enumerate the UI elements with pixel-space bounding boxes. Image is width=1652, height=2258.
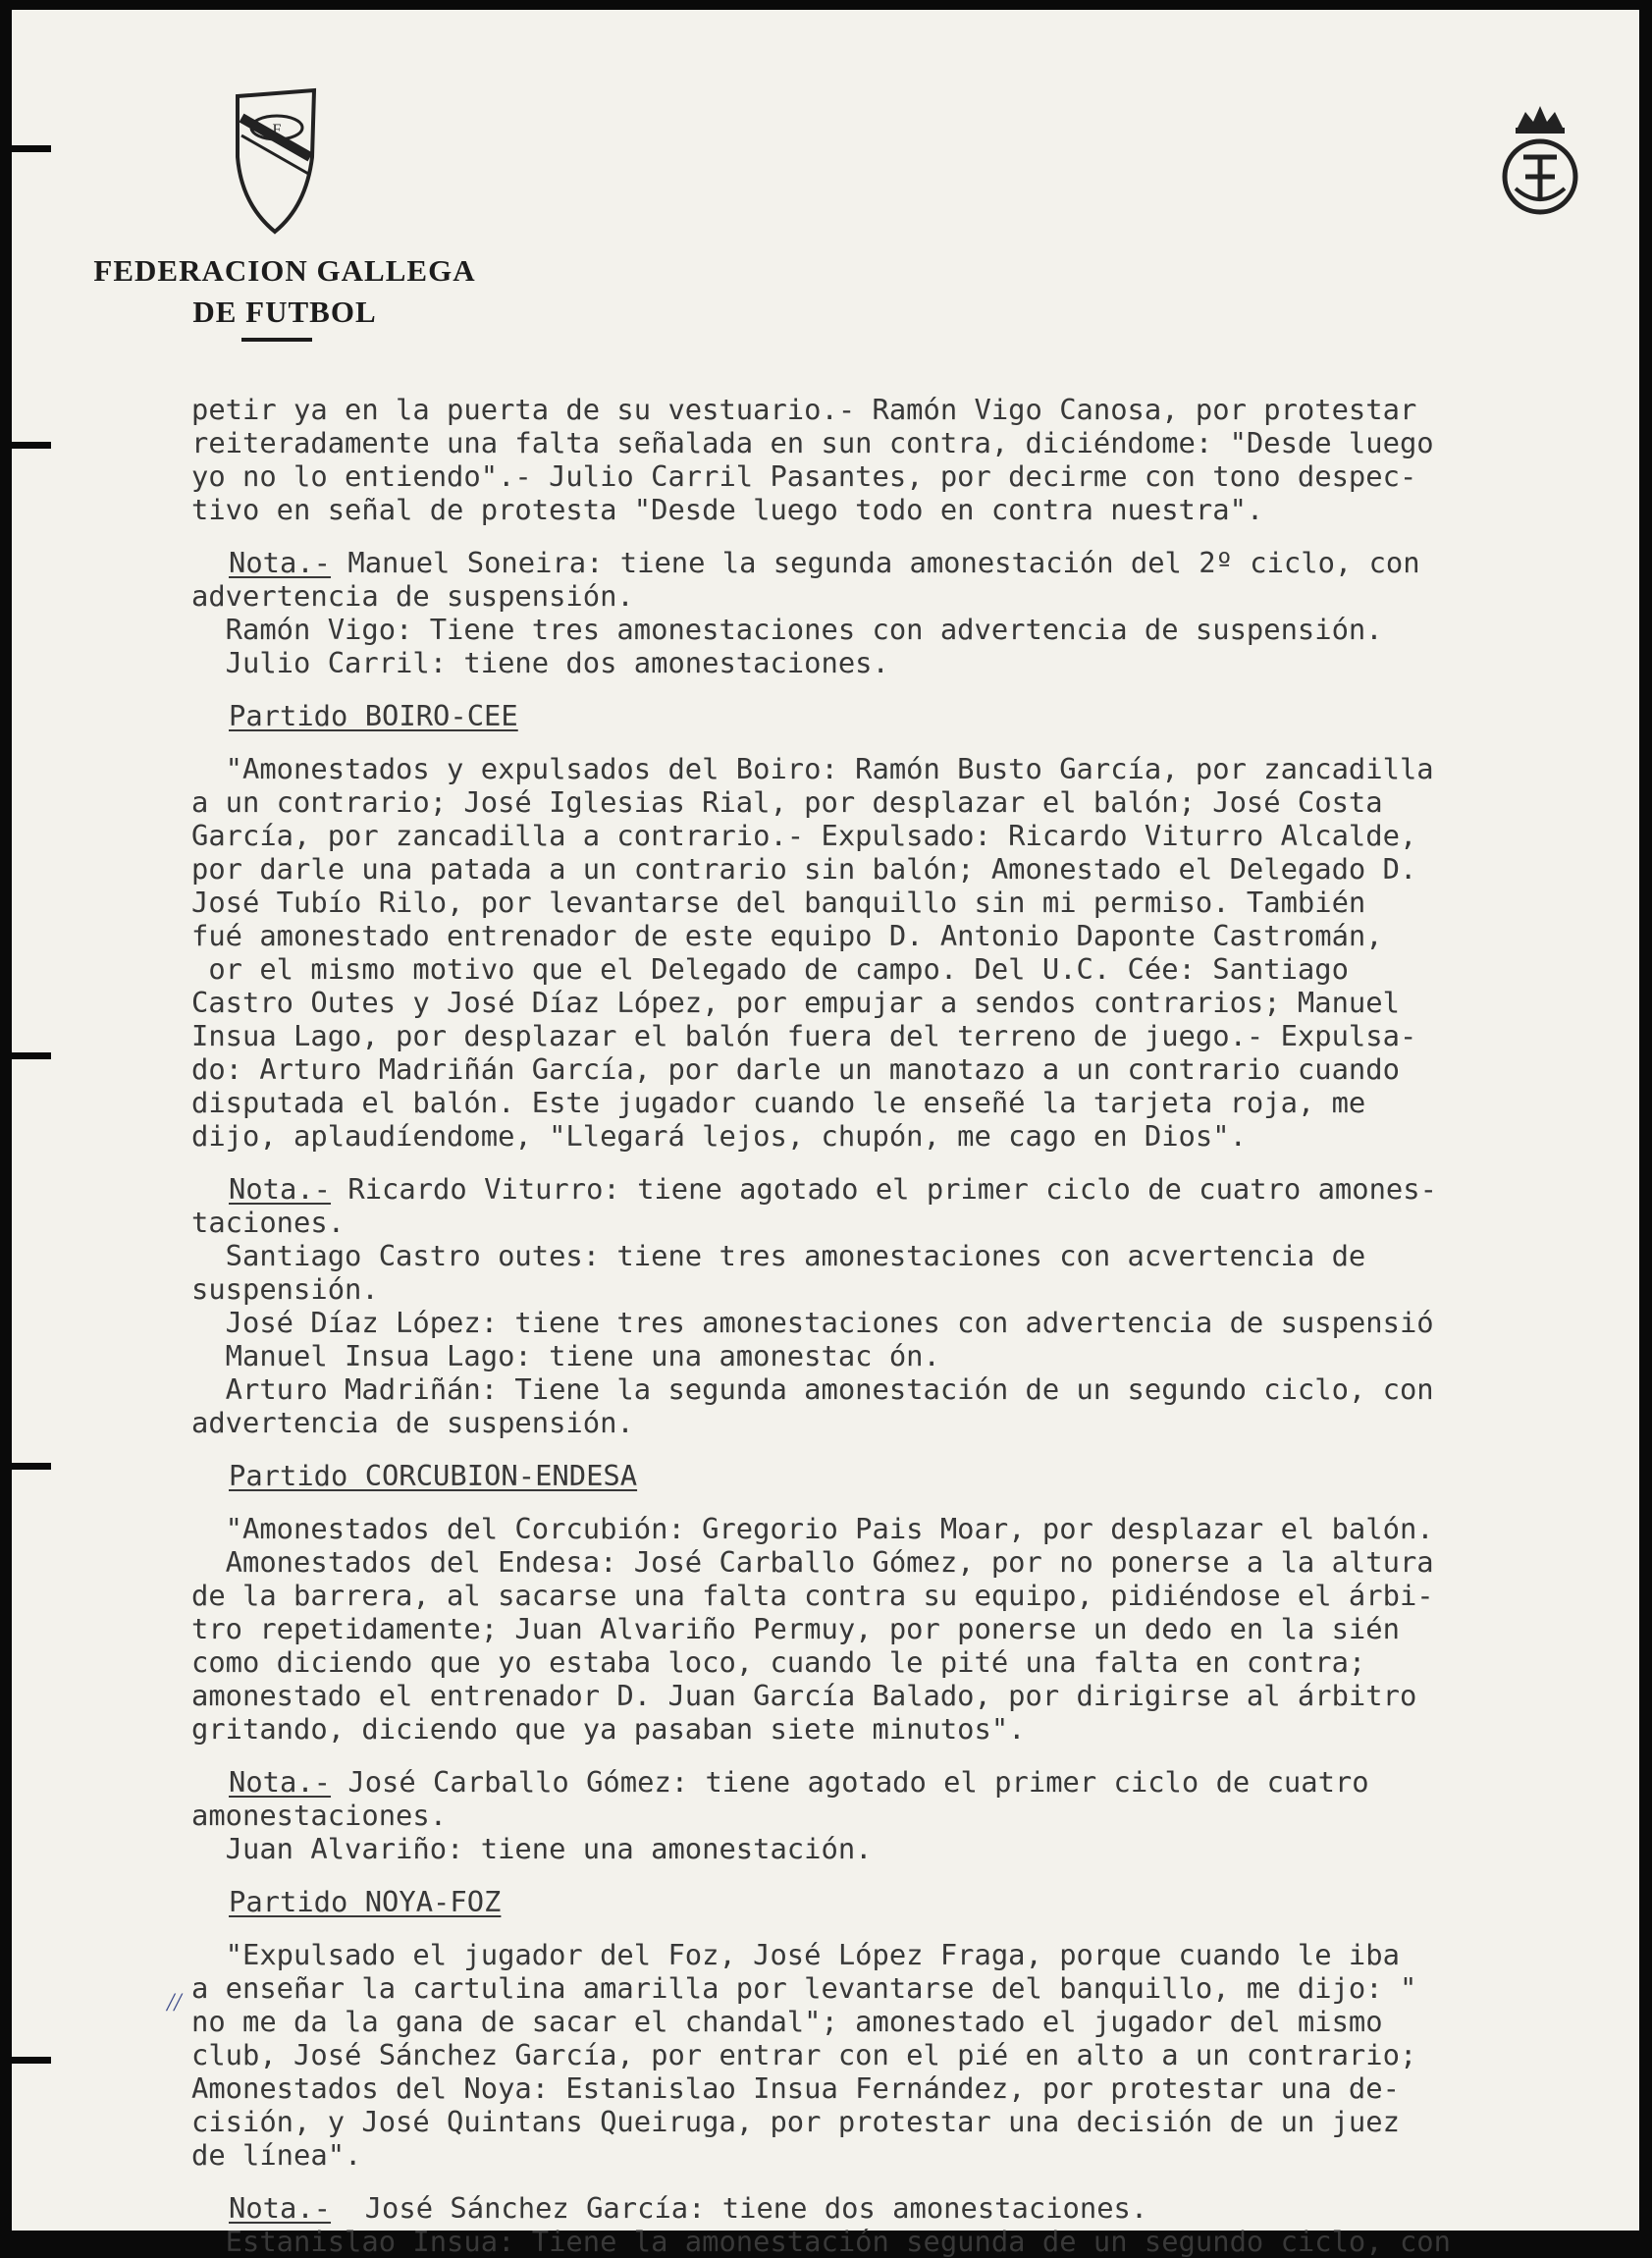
text-line: [191, 919, 1644, 952]
note-block: [191, 1765, 1644, 1865]
text-line-content: Ricardo Viturro: tiene agotado el primer ciclo de cuatro amones-: [331, 1172, 1437, 1206]
document-body: [191, 393, 1644, 2258]
text-line: [191, 1086, 1644, 1119]
paragraph-gap: [191, 2172, 1644, 2191]
text-line: [191, 952, 1644, 986]
text-line-content: Estanislao Insua: Tiene la amonestación segunda de un segundo ciclo, con: [191, 2225, 1451, 2258]
text-line: [191, 1206, 1644, 1239]
text-line: [191, 1938, 1644, 1971]
text-line-content: a enseñar la cartulina amarilla por levantarse del banquillo, me dijo: ": [191, 1971, 1417, 2005]
text-line-content: Arturo Madriñán: Tiene la segunda amonestación de un segundo ciclo, con: [191, 1372, 1434, 1406]
text-line-content: José Sánchez García: tiene dos amonestaciones.: [331, 2191, 1148, 2225]
text-line: [191, 886, 1644, 919]
text-line: [191, 1799, 1644, 1832]
text-line-content: José Díaz López: tiene tres amonestaciones con advertencia de suspensió: [191, 1306, 1434, 1339]
organization-name: [79, 250, 491, 333]
text-line: [191, 1512, 1644, 1545]
text-line: [191, 1612, 1644, 1645]
text-line-content: dijo, aplaudíendome, "Llegará lejos, chupón, me cago en Dios".: [191, 1119, 1247, 1153]
text-line-content: no me da la gana de sacar el chandal"; amonestado el jugador del mismo: [191, 2005, 1383, 2038]
note-label: Nota.-: [229, 546, 332, 579]
text-line: [191, 546, 1644, 579]
text-line: [191, 2105, 1644, 2138]
text-line: [191, 1019, 1644, 1052]
text-line: [191, 1052, 1644, 1086]
text-line-content: García, por zancadilla a contrario.- Expulsado: Ricardo Viturro Alcalde,: [191, 819, 1417, 852]
match-heading: [191, 1459, 1644, 1492]
text-line-content: disputada el balón. Este jugador cuando le enseñé la tarjeta roja, me: [191, 1086, 1366, 1119]
match-heading-text: Partido CORCUBION-ENDESA: [229, 1459, 638, 1492]
text-line: [191, 2138, 1644, 2172]
binding-mark: [12, 145, 51, 152]
text-line-content: advertencia de suspensión.: [191, 1406, 634, 1439]
text-line-content: tro repetidamente; Juan Alvariño Permuy, por ponerse un dedo en la sién: [191, 1612, 1400, 1645]
text-line-content: Amonestados del Endesa: José Carballo Gómez, por no ponerse a la altura: [191, 1545, 1434, 1579]
match-heading: [191, 699, 1644, 732]
text-line: [191, 785, 1644, 819]
text-line: [191, 1339, 1644, 1372]
text-line: [191, 1679, 1644, 1712]
text-line-content: por darle una patada a un contrario sin balón; Amonestado el Delegado D.: [191, 852, 1417, 886]
text-line-content: José Carballo Gómez: tiene agotado el primer ciclo de cuatro: [331, 1765, 1369, 1799]
paragraph-gap: [191, 1865, 1644, 1885]
binding-mark: [12, 1463, 51, 1470]
text-line: [191, 2225, 1644, 2258]
text-line-content: amonestado el entrenador D. Juan García Balado, por dirigirse al árbitro: [191, 1679, 1417, 1712]
paragraph-gap: [191, 1153, 1644, 1172]
text-line-content: cisión, y José Quintans Queiruga, por protestar una decisión de un juez: [191, 2105, 1400, 2138]
text-line-content: Santiago Castro outes: tiene tres amonestaciones con acvertencia de: [191, 1239, 1366, 1272]
paragraph-gap: [191, 1918, 1644, 1938]
federation-shield-logo: [228, 88, 326, 236]
text-line-content: advertencia de suspensión.: [191, 579, 634, 613]
text-line-content: Manuel Insua Lago: tiene una amonestac ón.: [191, 1339, 940, 1372]
text-line: [191, 1579, 1644, 1612]
text-line: [191, 646, 1644, 679]
binding-mark: [12, 442, 51, 449]
text-line: [191, 1272, 1644, 1306]
org-line-2: DE FUTBOL: [192, 295, 377, 329]
text-line: [191, 2038, 1644, 2071]
text-line: [191, 752, 1644, 785]
text-line: [191, 613, 1644, 646]
text-line-content: do: Arturo Madriñán García, por darle un manotazo a un contrario cuando: [191, 1052, 1400, 1086]
text-line-content: or el mismo motivo que el Delegado de campo. Del U.C. Cée: Santiago: [191, 952, 1349, 986]
text-line-content: fué amonestado entrenador de este equipo D. Antonio Daponte Castromán,: [191, 919, 1383, 952]
report-paragraph: [191, 1512, 1644, 1746]
text-line-content: Insua Lago, por desplazar el balón fuera del terreno de juego.- Expulsa-: [191, 1019, 1417, 1052]
paragraph-gap: [191, 679, 1644, 699]
text-line-content: a un contrario; José Iglesias Rial, por desplazar el balón; José Costa: [191, 785, 1383, 819]
report-paragraph: [191, 752, 1644, 1153]
note-block: [191, 546, 1644, 679]
text-line: [191, 426, 1644, 459]
org-line-1: FEDERACION GALLEGA: [93, 253, 476, 288]
text-line-content: reiteradamente una falta señalada en sun contra, diciéndome: "Desde luego: [191, 426, 1434, 459]
text-line: [191, 2071, 1644, 2105]
text-line-content: Castro Outes y José Díaz López, por empujar a sendos contrarios; Manuel: [191, 986, 1400, 1019]
note-label: Nota.-: [229, 2191, 332, 2225]
text-line-content: "Amonestados del Corcubión: Gregorio Pais Moar, por desplazar el balón.: [191, 1512, 1434, 1545]
note-label: Nota.-: [229, 1765, 332, 1799]
match-heading-text: Partido NOYA-FOZ: [229, 1885, 502, 1918]
text-line-content: de línea".: [191, 2138, 362, 2172]
text-line: [191, 819, 1644, 852]
text-line: [191, 459, 1644, 493]
text-line: [191, 1545, 1644, 1579]
text-line: [191, 393, 1644, 426]
report-paragraph: [191, 1938, 1644, 2172]
text-line-content: José Tubío Rilo, por levantarse del banquillo sin mi permiso. También: [191, 886, 1366, 919]
note-block: [191, 2191, 1644, 2258]
crowned-federation-emblem: [1496, 100, 1584, 218]
text-line: [191, 579, 1644, 613]
document-page: [12, 10, 1639, 2258]
svg-text:F: F: [272, 122, 282, 138]
text-line: [191, 1832, 1644, 1865]
text-line: [191, 1971, 1644, 2005]
binding-mark: [12, 2057, 51, 2064]
margin-annotation: //: [167, 1988, 182, 2016]
note-label: Nota.-: [229, 1172, 332, 1206]
paragraph-gap: [191, 1439, 1644, 1459]
report-paragraph: [191, 393, 1644, 526]
text-line: [191, 493, 1644, 526]
text-line-content: Juan Alvariño: tiene una amonestación.: [191, 1832, 873, 1865]
note-block: [191, 1172, 1644, 1439]
text-line: [191, 1172, 1644, 1206]
text-line: [191, 1372, 1644, 1406]
text-line: [191, 1765, 1644, 1799]
text-line-content: tivo en señal de protesta "Desde luego todo en contra nuestra".: [191, 493, 1264, 526]
text-line-content: gritando, diciendo que ya pasaban siete minutos".: [191, 1712, 1026, 1746]
text-line-content: yo no lo entiendo".- Julio Carril Pasantes, por decirme con tono despec-: [191, 459, 1417, 493]
text-line: [191, 1119, 1644, 1153]
text-line-content: de la barrera, al sacarse una falta contra su equipo, pidiéndose el árbi-: [191, 1579, 1434, 1612]
text-line-content: Manuel Soneira: tiene la segunda amonestación del 2º ciclo, con: [331, 546, 1420, 579]
text-line: [191, 1645, 1644, 1679]
text-line-content: Ramón Vigo: Tiene tres amonestaciones con advertencia de suspensión.: [191, 613, 1383, 646]
binding-mark: [12, 1052, 51, 1059]
paragraph-gap: [191, 1492, 1644, 1512]
text-line: [191, 1712, 1644, 1746]
match-heading-text: Partido BOIRO-CEE: [229, 699, 518, 732]
text-line-content: taciones.: [191, 1206, 346, 1239]
paragraph-gap: [191, 1746, 1644, 1765]
text-line: [191, 852, 1644, 886]
text-line-content: amonestaciones.: [191, 1799, 448, 1832]
header-rule: [241, 338, 312, 342]
text-line-content: como diciendo que yo estaba loco, cuando le pité una falta en contra;: [191, 1645, 1366, 1679]
text-line: [191, 986, 1644, 1019]
text-line-content: "Amonestados y expulsados del Boiro: Ramón Busto García, por zancadilla: [191, 752, 1434, 785]
text-line-content: Julio Carril: tiene dos amonestaciones.: [191, 646, 889, 679]
paragraph-gap: [191, 732, 1644, 752]
text-line-content: club, José Sánchez García, por entrar con el pié en alto a un contrario;: [191, 2038, 1417, 2071]
text-line: [191, 2191, 1644, 2225]
text-line: [191, 2005, 1644, 2038]
paragraph-gap: [191, 526, 1644, 546]
text-line: [191, 1239, 1644, 1272]
text-line-content: Amonestados del Noya: Estanislao Insua Fernández, por protestar una de-: [191, 2071, 1400, 2105]
text-line-content: "Expulsado el jugador del Foz, José López Fraga, porque cuando le iba: [191, 1938, 1400, 1971]
text-line-content: suspensión.: [191, 1272, 379, 1306]
text-line-content: petir ya en la puerta de su vestuario.- Ramón Vigo Canosa, por protestar: [191, 393, 1417, 426]
text-line: [191, 1306, 1644, 1339]
match-heading: [191, 1885, 1644, 1918]
text-line: [191, 1406, 1644, 1439]
